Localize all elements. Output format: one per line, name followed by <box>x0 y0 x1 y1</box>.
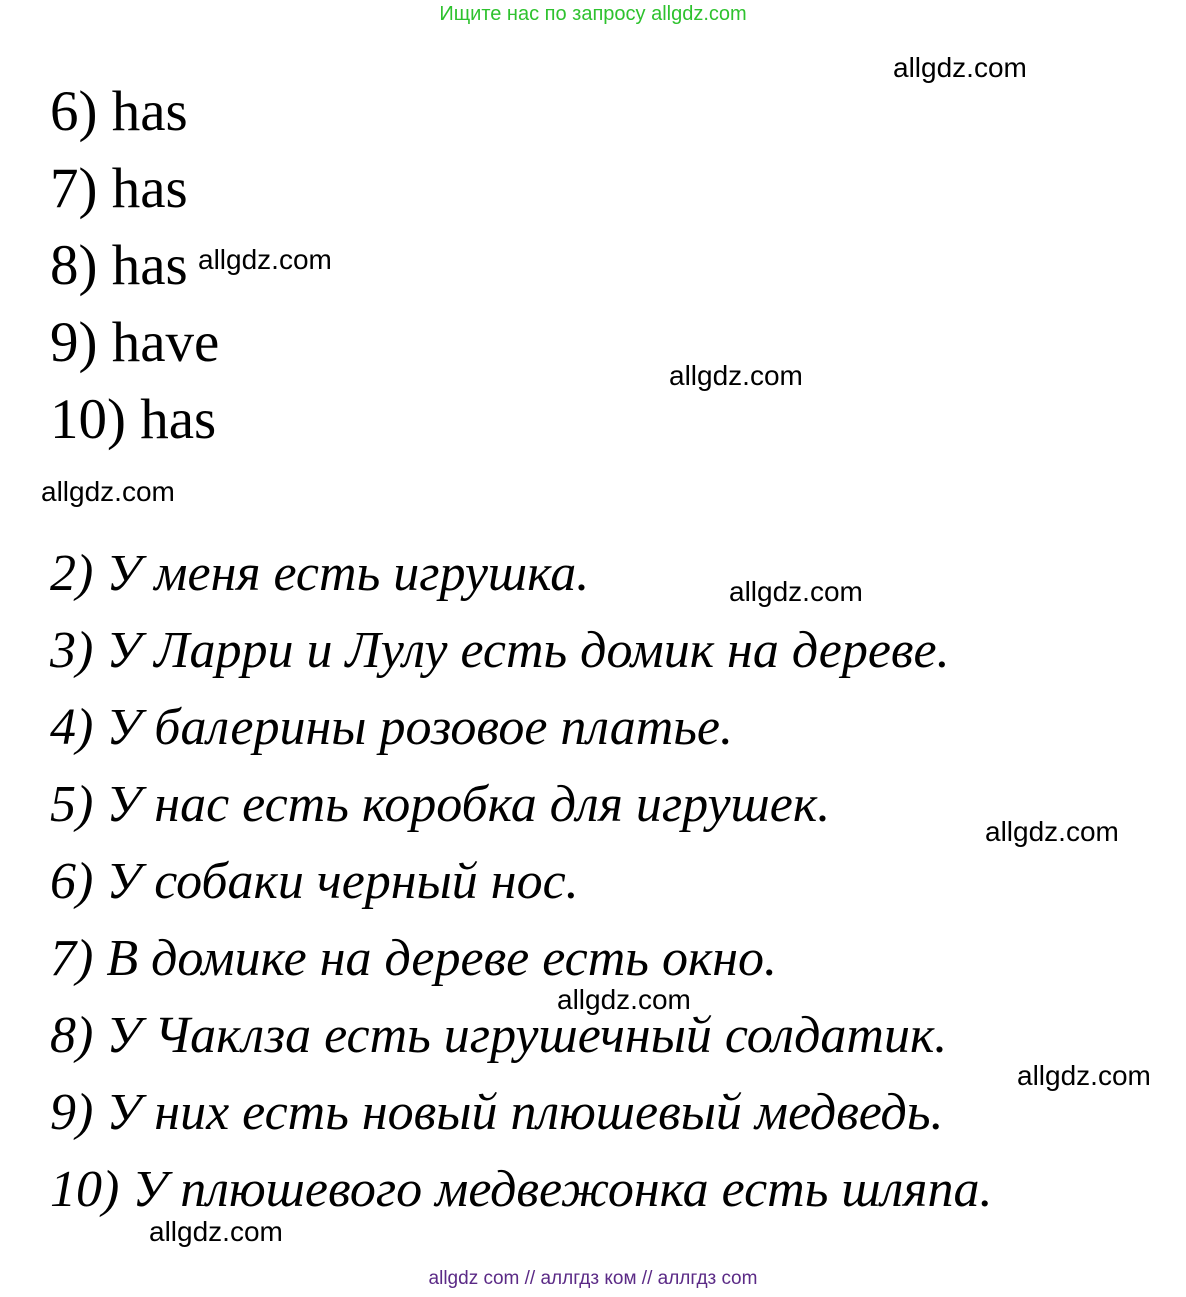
answer-item: 8) has <box>50 234 188 297</box>
answer-item: 6) has <box>50 80 188 143</box>
answer-item: 7) has <box>50 157 188 220</box>
watermark: allgdz.com <box>1017 1060 1151 1091</box>
translation-item: 2) У меня есть игрушка. <box>50 545 590 602</box>
translation-item: 9) У них есть новый плюшевый медведь. <box>50 1084 944 1141</box>
translation-item: 4) У балерины розовое платье. <box>50 699 734 756</box>
translation-item: 3) У Ларри и Лулу есть домик на дереве. <box>50 622 950 679</box>
answer-item: 9) have <box>50 311 220 374</box>
footer-links: allgdz com // аллгдз ком // аллгдз com <box>428 1268 758 1289</box>
watermark: allgdz.com <box>198 244 332 275</box>
watermark: allgdz.com <box>893 52 1027 83</box>
watermark: allgdz.com <box>149 1216 283 1247</box>
watermark: allgdz.com <box>669 360 803 391</box>
watermark: allgdz.com <box>41 476 175 507</box>
watermark: allgdz.com <box>729 576 863 607</box>
answer-item: 10) has <box>50 388 217 451</box>
translation-item: 10) У плюшевого медвежонка есть шляпа. <box>50 1161 993 1218</box>
translation-item: 7) В домике на дереве есть окно. <box>50 930 778 987</box>
watermark: allgdz.com <box>557 984 691 1015</box>
translation-item: 5) У нас есть коробка для игрушек. <box>50 776 831 833</box>
watermark: allgdz.com <box>985 816 1119 847</box>
translation-item: 6) У собаки черный нос. <box>50 853 579 910</box>
translation-item: 8) У Чаклза есть игрушечный солдатик. <box>50 1007 948 1064</box>
top-banner: Ищите нас по запросу allgdz.com <box>439 3 747 25</box>
